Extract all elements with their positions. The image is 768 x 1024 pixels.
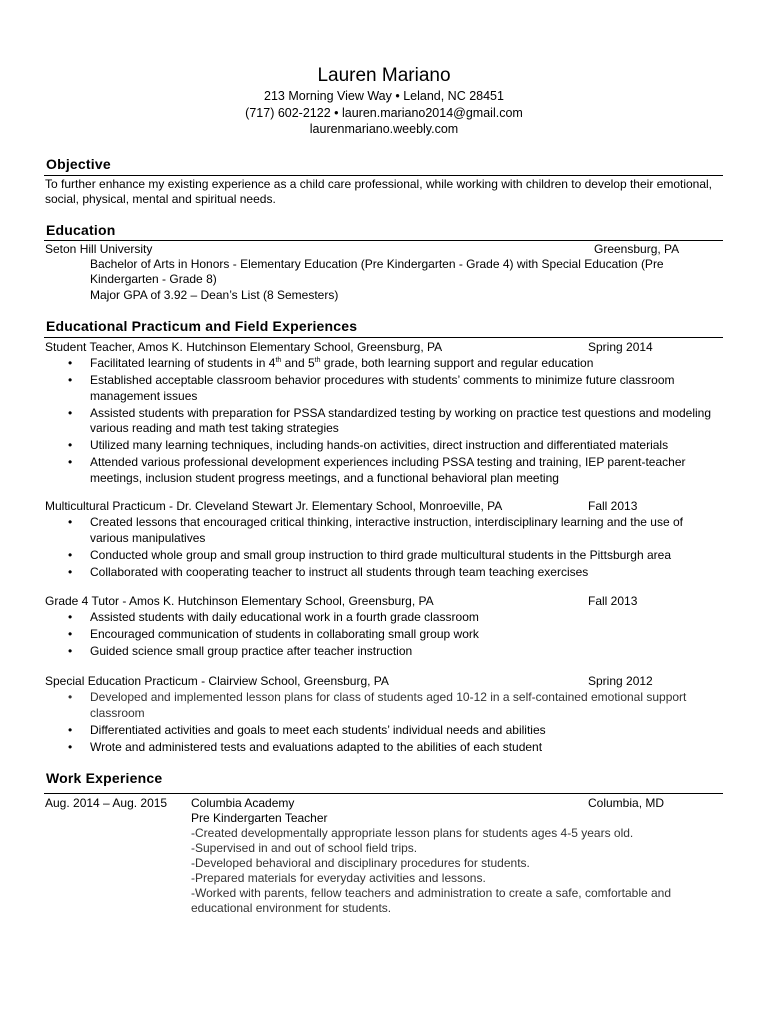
bullet-icon: • xyxy=(68,564,73,579)
objective-heading: Objective xyxy=(46,156,111,172)
bullet-icon: • xyxy=(68,405,73,420)
practicum-role: Student Teacher, Amos K. Hutchinson Elementary School, Greensburg, PA xyxy=(45,340,443,354)
bullet-icon: • xyxy=(68,547,73,562)
list-item: • Facilitated learning of students in 4th and 5th grade, both learning support and regular education xyxy=(68,356,594,370)
list-item: -Supervised in and out of school field trips. xyxy=(191,841,418,855)
list-item: • Utilized many learning techniques, including hands-on activities, direct instruction and differentiated materials xyxy=(68,438,669,452)
list-item: • Wrote and administered tests and evaluations adapted to the abilities of each student xyxy=(68,739,543,754)
practicum-bullet-list xyxy=(68,356,718,488)
list-item: • Attended various professional development experiences including PSSA testing and training, IEP parent-teacher meetings, inclusion student progress meetings, and a functional behavioral plan meeting xyxy=(68,455,686,485)
list-item: • Differentiated activities and goals to meet each students’ individual needs and abilities xyxy=(68,722,546,737)
list-item: • Conducted whole group and small group instruction to third grade multicultural students in the Pittsburgh area xyxy=(68,547,671,562)
work-employer: Columbia Academy xyxy=(191,796,295,810)
bullet-icon: • xyxy=(68,690,73,704)
bullet-icon: • xyxy=(68,627,73,641)
practicum-bullet-list xyxy=(68,610,718,661)
work-position: Pre Kindergarten Teacher xyxy=(191,811,328,825)
website-link[interactable]: laurenmariano.weebly.com xyxy=(309,122,459,136)
practicum-date: Fall 2013 xyxy=(588,499,638,513)
bullet-icon: • xyxy=(68,455,73,469)
list-item: • Encouraged communication of students in collaborating small group work xyxy=(68,627,479,641)
practicum-role: Multicultural Practicum - Dr. Cleveland Stewart Jr. Elementary School, Monroeville, PA xyxy=(45,499,503,513)
phone-email-line: (717) 602-2122 • lauren.mariano2014@gmail.com xyxy=(245,105,523,120)
practicum-divider xyxy=(44,337,723,338)
work-dates: Aug. 2014 – Aug. 2015 xyxy=(45,796,168,810)
education-degree: Bachelor of Arts in Honors - Elementary Education (Pre Kindergarten - Grade 4) with Special Education (Pre Kindergarten - Grade 8) xyxy=(90,257,664,286)
candidate-name: Lauren Mariano xyxy=(317,65,451,86)
list-item: • Assisted students with preparation for PSSA standardized testing by working on practice test questions and modeling various reading and math test taking strategies xyxy=(68,405,712,435)
list-item: -Prepared materials for everyday activities and lessons. xyxy=(191,871,486,885)
bullet-icon: • xyxy=(68,515,73,529)
practicum-bullet-list xyxy=(68,690,718,757)
education-divider xyxy=(44,240,723,241)
bullet-icon: • xyxy=(68,722,73,737)
objective-text: To further enhance my existing experience as a child care professional, while working with children to develop their emotional, social, physical, mental and spiritual needs. xyxy=(45,177,713,206)
education-gpa: Major GPA of 3.92 – Dean’s List (8 Semesters) xyxy=(90,288,339,302)
work-location: Columbia, MD xyxy=(588,796,665,810)
bullet-icon: • xyxy=(68,438,73,452)
objective-divider xyxy=(44,175,723,176)
education-school: Seton Hill University xyxy=(45,242,153,256)
list-item: • Collaborated with cooperating teacher to instruct all students through team teaching exercises xyxy=(68,564,589,579)
list-item: • Developed and implemented lesson plans for class of students aged 10-12 in a self-contained emotional support classroom xyxy=(68,690,687,720)
practicum-date: Spring 2014 xyxy=(588,340,653,354)
address-line: 213 Morning View Way • Leland, NC 28451 xyxy=(264,89,504,103)
practicum-bullet-list xyxy=(68,515,718,582)
education-heading: Education xyxy=(46,222,116,238)
practicum-date: Fall 2013 xyxy=(588,594,638,608)
list-item: -Worked with parents, fellow teachers and administration to create a safe, comfortable and educational environment for students. xyxy=(191,886,672,915)
practicum-role: Grade 4 Tutor - Amos K. Hutchinson Elementary School, Greensburg, PA xyxy=(45,594,434,608)
bullet-icon: • xyxy=(68,739,73,754)
work-divider xyxy=(44,793,723,794)
practicum-role: Special Education Practicum - Clairview School, Greensburg, PA xyxy=(45,674,389,688)
work-duties xyxy=(191,826,711,916)
bullet-icon: • xyxy=(68,356,73,370)
list-item: • Guided science small group practice after teacher instruction xyxy=(68,644,413,658)
list-item: -Created developmentally appropriate lesson plans for students ages 4-5 years old. xyxy=(191,826,634,840)
list-item: -Developed behavioral and disciplinary procedures for students. xyxy=(191,856,530,870)
list-item: • Established acceptable classroom behavior procedures with students’ comments to minimize future classroom management issues xyxy=(68,373,675,403)
work-heading: Work Experience xyxy=(46,770,163,786)
bullet-icon: • xyxy=(68,644,73,658)
practicum-date: Spring 2012 xyxy=(588,674,653,688)
list-item: • Created lessons that encouraged critical thinking, interactive instruction, interdisciplinary learning and the use of various manipulatives xyxy=(68,515,683,545)
practicum-heading: Educational Practicum and Field Experiences xyxy=(46,318,358,334)
list-item: • Assisted students with daily educational work in a fourth grade classroom xyxy=(68,610,479,624)
resume-header xyxy=(0,64,768,138)
education-location: Greensburg, PA xyxy=(594,242,680,256)
bullet-icon: • xyxy=(68,373,73,387)
bullet-icon: • xyxy=(68,610,73,624)
